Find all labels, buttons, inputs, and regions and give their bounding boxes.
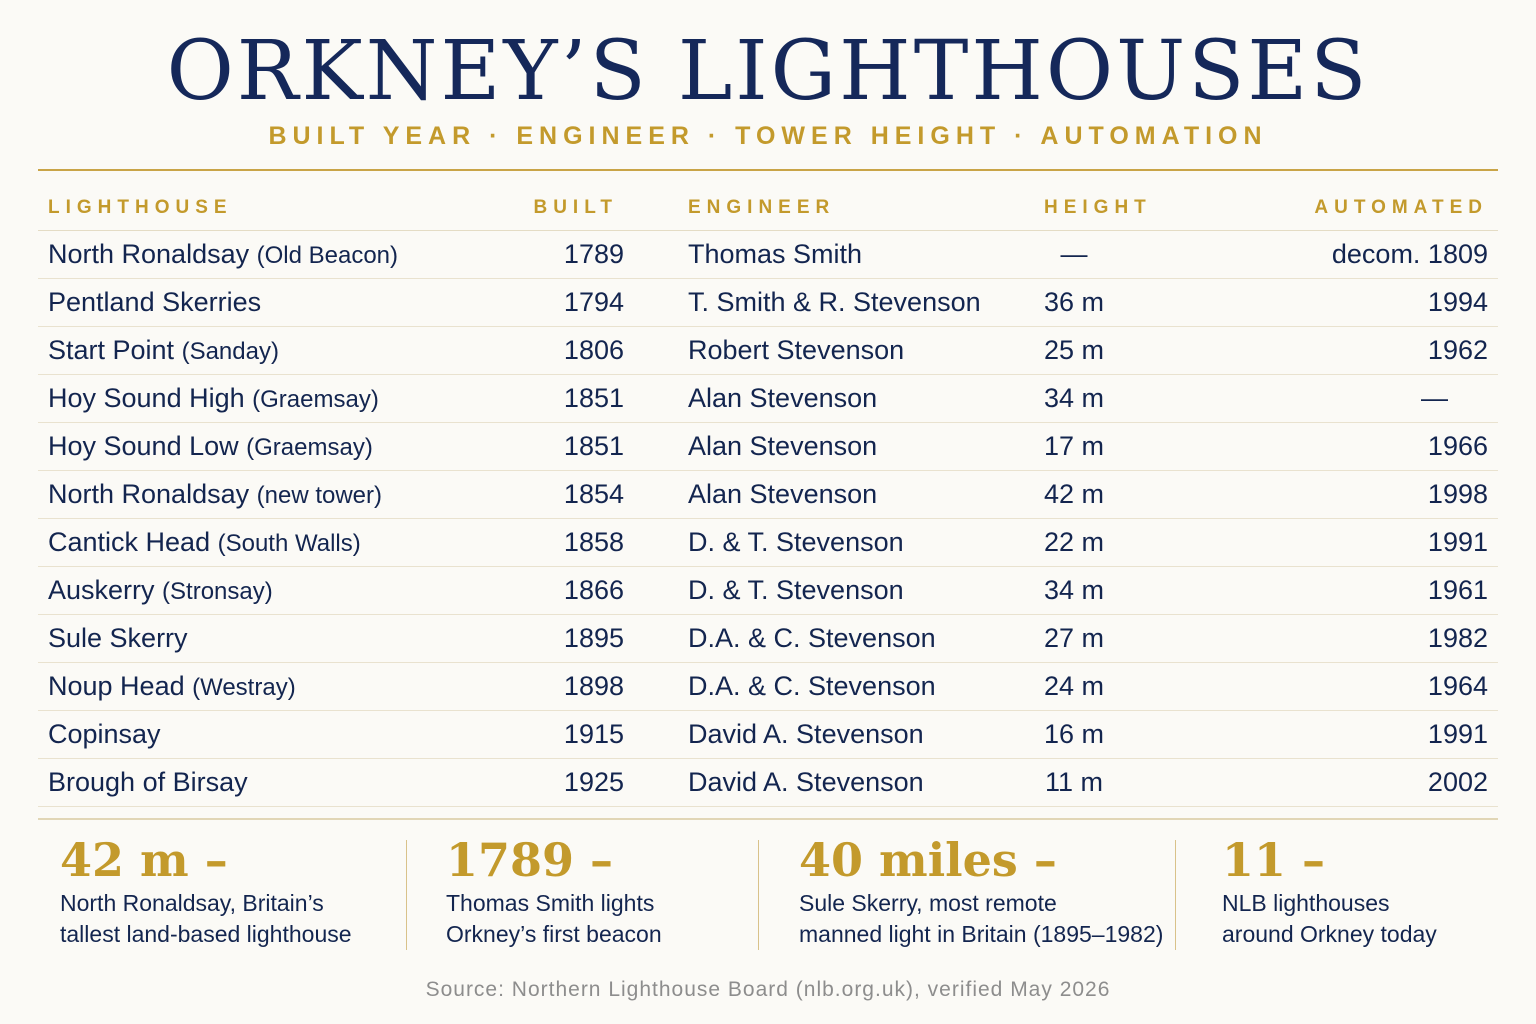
cell-height <box>968 519 1248 567</box>
cell-engineer: David A. Stevenson <box>628 711 968 759</box>
height-value: — <box>1060 239 1088 269</box>
table-row <box>38 519 1498 567</box>
cell-lighthouse <box>38 567 498 615</box>
cell-lighthouse <box>38 423 498 471</box>
table-row <box>38 615 1498 663</box>
lighthouse-location: (Stronsay) <box>162 578 273 605</box>
cell-lighthouse <box>38 615 498 663</box>
cell-automated: 1962 <box>1248 327 1498 375</box>
height-value: 34 m <box>1043 383 1105 413</box>
cell-built: 1895 <box>498 615 628 663</box>
cell-height <box>968 615 1248 663</box>
lighthouse-location: (Sanday) <box>181 338 279 365</box>
height-value: 11 m <box>1044 767 1104 797</box>
cell-engineer: Alan Stevenson <box>628 423 968 471</box>
lighthouse-location: (Graemsay) <box>252 386 379 413</box>
cell-built: 1789 <box>498 231 628 279</box>
cell-lighthouse <box>38 231 498 279</box>
height-value: 34 m <box>1043 575 1105 605</box>
lighthouse-name: Cantick Head <box>48 527 211 557</box>
height-value: 42 m <box>1043 479 1105 509</box>
cell-built: 1854 <box>498 471 628 519</box>
cell-engineer: Alan Stevenson <box>628 375 968 423</box>
height-value: 27 m <box>1043 623 1105 653</box>
fact-description-line: North Ronaldsay, Britain’s <box>60 890 324 916</box>
fact-divider <box>406 840 407 950</box>
lighthouse-location: (Westray) <box>192 674 296 701</box>
table-row <box>38 663 1498 711</box>
height-value: 25 m <box>1043 335 1105 365</box>
fact-description-line: manned light in Britain (1895–1982) <box>799 921 1164 947</box>
column-header-engineer: ENGINEER <box>628 186 968 231</box>
lighthouse-name: North Ronaldsay <box>48 239 250 269</box>
header-divider <box>38 169 1498 171</box>
fact-description <box>60 888 400 950</box>
cell-automated: 1982 <box>1248 615 1498 663</box>
cell-built: 1794 <box>498 279 628 327</box>
cell-lighthouse <box>38 759 498 807</box>
height-value: 17 m <box>1043 431 1105 461</box>
cell-height <box>968 711 1248 759</box>
cell-height <box>968 567 1248 615</box>
cell-automated: 1966 <box>1248 423 1498 471</box>
cell-automated: 1964 <box>1248 663 1498 711</box>
lighthouse-name: Pentland Skerries <box>48 287 262 317</box>
lighthouse-location: (Graemsay) <box>246 434 373 461</box>
cell-lighthouse <box>38 279 498 327</box>
fact-description-line: tallest land-based lighthouse <box>60 921 352 947</box>
cell-engineer: D.A. & C. Stevenson <box>628 663 968 711</box>
column-header-automated: AUTOMATED <box>1248 186 1498 231</box>
fact-description <box>446 888 786 950</box>
cell-height <box>968 375 1248 423</box>
lighthouse-name: Start Point <box>48 335 175 365</box>
cell-lighthouse <box>38 519 498 567</box>
cell-built: 1866 <box>498 567 628 615</box>
cell-engineer: D. & T. Stevenson <box>628 519 968 567</box>
cell-lighthouse <box>38 663 498 711</box>
fact-divider <box>1175 840 1176 950</box>
cell-height <box>968 663 1248 711</box>
page-subtitle: BUILT YEAR · ENGINEER · TOWER HEIGHT · AUTOMATION <box>268 122 1268 150</box>
table-row <box>38 471 1498 519</box>
cell-height <box>968 327 1248 375</box>
cell-height <box>968 423 1248 471</box>
table-row <box>38 567 1498 615</box>
fact-description-line: Orkney’s first beacon <box>446 921 662 947</box>
table-row <box>38 327 1498 375</box>
table-row <box>38 711 1498 759</box>
cell-built: 1925 <box>498 759 628 807</box>
table-row <box>38 231 1498 279</box>
cell-lighthouse <box>38 471 498 519</box>
cell-automated: 1994 <box>1248 279 1498 327</box>
fact-value: 40 miles – <box>799 833 1057 887</box>
lighthouse-name: Noup Head <box>48 671 185 701</box>
cell-lighthouse <box>38 327 498 375</box>
height-value: 36 m <box>1043 287 1105 317</box>
lighthouse-name: Hoy Sound High <box>48 383 245 413</box>
lighthouse-name: Auskerry <box>48 575 155 605</box>
fact-value: 11 – <box>1222 833 1326 887</box>
cell-built: 1858 <box>498 519 628 567</box>
page-title: ORKNEY’S LIGHTHOUSES <box>166 24 1370 119</box>
fact-description-line: Thomas Smith lights <box>446 890 655 916</box>
fact-divider <box>758 840 759 950</box>
table-row <box>38 375 1498 423</box>
cell-engineer: David A. Stevenson <box>628 759 968 807</box>
table-row <box>38 423 1498 471</box>
fact-value: 42 m – <box>60 833 228 887</box>
cell-engineer: Thomas Smith <box>628 231 968 279</box>
cell-engineer: D.A. & C. Stevenson <box>628 615 968 663</box>
cell-engineer: D. & T. Stevenson <box>628 567 968 615</box>
lighthouse-location: (Old Beacon) <box>256 242 399 269</box>
cell-automated: 1998 <box>1248 471 1498 519</box>
fact-description-line: around Orkney today <box>1222 921 1437 947</box>
fact-description-line: Sule Skerry, most remote <box>799 890 1057 916</box>
height-value: 16 m <box>1043 719 1105 749</box>
source-note: Source: Northern Lighthouse Board (nlb.org.uk), verified May 2026 <box>425 978 1111 1001</box>
cell-lighthouse <box>38 711 498 759</box>
column-header-height: HEIGHT <box>968 186 1248 231</box>
fact-description <box>799 888 1179 950</box>
lighthouse-name: North Ronaldsay <box>48 479 250 509</box>
fact-description <box>1222 888 1536 950</box>
cell-engineer: T. Smith & R. Stevenson <box>628 279 968 327</box>
lighthouse-name: Copinsay <box>48 719 161 749</box>
cell-built: 1806 <box>498 327 628 375</box>
cell-automated: 2002 <box>1248 759 1498 807</box>
cell-automated: 1961 <box>1248 567 1498 615</box>
lighthouse-name: Brough of Birsay <box>48 767 248 797</box>
cell-engineer: Alan Stevenson <box>628 471 968 519</box>
lighthouse-location: (new tower) <box>256 482 382 509</box>
cell-built: 1898 <box>498 663 628 711</box>
cell-lighthouse <box>38 375 498 423</box>
cell-height <box>968 231 1248 279</box>
cell-built: 1851 <box>498 423 628 471</box>
cell-built: 1915 <box>498 711 628 759</box>
cell-automated: 1991 <box>1248 711 1498 759</box>
key-facts <box>38 818 1498 960</box>
cell-height <box>968 759 1248 807</box>
table-header-row <box>38 186 1498 231</box>
cell-automated: decom. 1809 <box>1248 231 1498 279</box>
height-value: 24 m <box>1043 671 1105 701</box>
lighthouse-name: Sule Skerry <box>48 623 188 653</box>
cell-automated: 1991 <box>1248 519 1498 567</box>
cell-automated: — <box>1248 375 1498 423</box>
column-header-built: BUILT <box>498 186 628 231</box>
lighthouse-name: Hoy Sound Low <box>48 431 239 461</box>
cell-height <box>968 471 1248 519</box>
cell-built: 1851 <box>498 375 628 423</box>
lighthouse-table <box>38 186 1498 807</box>
fact-description-line: NLB lighthouses <box>1222 890 1390 916</box>
table-row <box>38 279 1498 327</box>
cell-height <box>968 279 1248 327</box>
height-value: 22 m <box>1043 527 1105 557</box>
fact-value: 1789 – <box>446 833 614 887</box>
cell-engineer: Robert Stevenson <box>628 327 968 375</box>
table-row <box>38 759 1498 807</box>
lighthouse-location: (South Walls) <box>217 530 361 557</box>
column-header-lighthouse: LIGHTHOUSE <box>38 186 498 231</box>
